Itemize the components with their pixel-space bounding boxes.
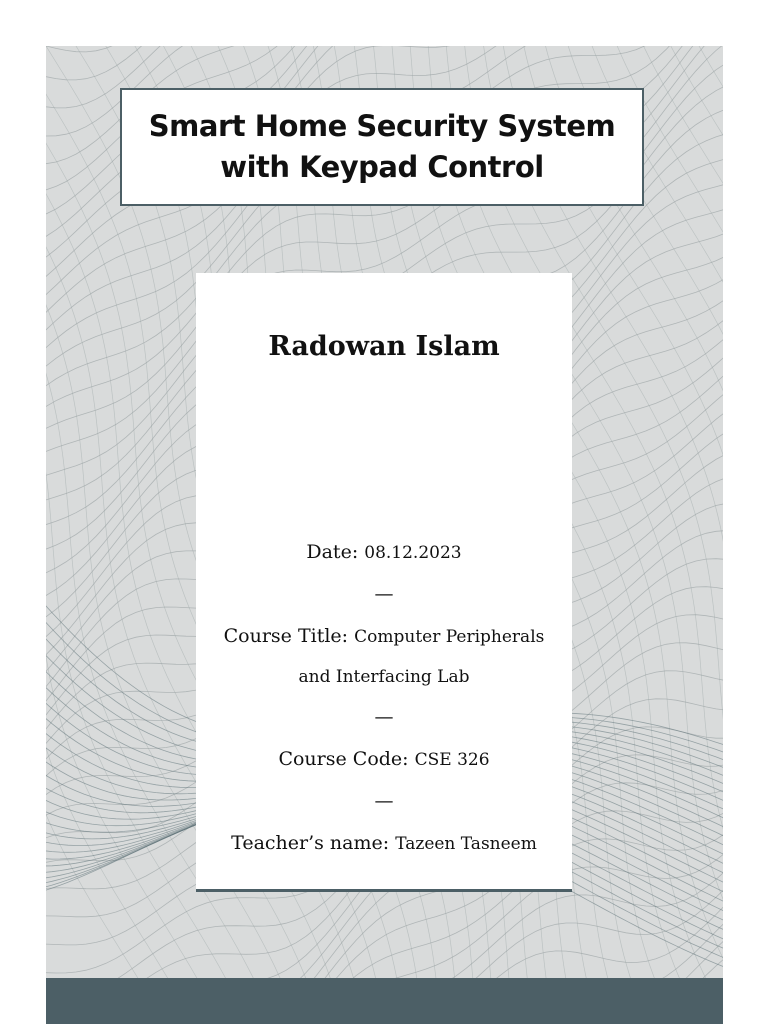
course-title-value-2: and Interfacing Lab: [298, 667, 470, 687]
course-title-line: [196, 625, 572, 647]
course-title-line-2: [196, 665, 572, 687]
teacher-line: [196, 832, 572, 854]
title-box: [120, 88, 644, 206]
date-value: 08.12.2023: [364, 543, 462, 563]
course-title-value-1: Computer Peripherals: [354, 627, 545, 647]
author-name: Radowan Islam: [268, 331, 500, 362]
course-code-label: Course Code:: [278, 748, 409, 770]
teacher-label: Teacher’s name:: [231, 832, 390, 854]
info-card: [196, 273, 572, 892]
cover-page: [46, 46, 723, 1024]
course-title-label: Course Title:: [223, 625, 349, 647]
document-title: Smart Home Security System with Keypad Control: [148, 109, 616, 184]
course-code-line: [196, 748, 572, 770]
separator: —: [374, 790, 394, 812]
separator: —: [374, 583, 394, 605]
date-line: [196, 541, 572, 563]
course-code-value: CSE 326: [414, 750, 490, 770]
footer-band: [46, 978, 723, 1024]
teacher-value: Tazeen Tasneem: [395, 834, 537, 854]
date-label: Date:: [306, 541, 359, 563]
separator: —: [374, 706, 394, 728]
